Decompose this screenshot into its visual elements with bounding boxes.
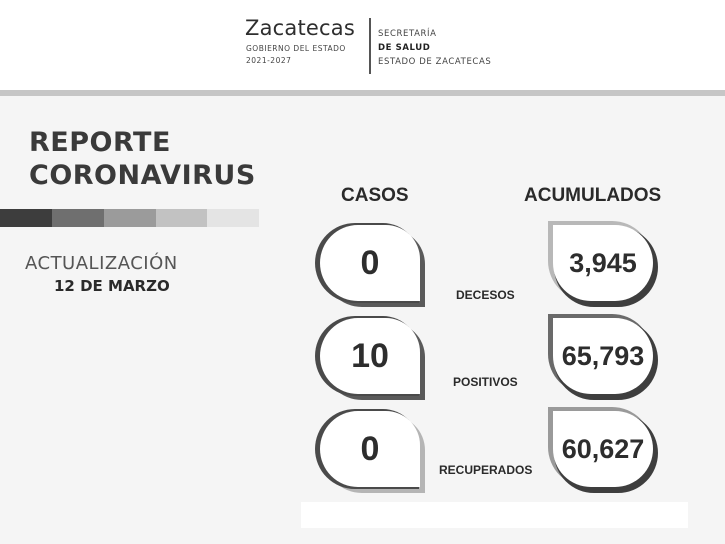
government-period: 2021-2027: [246, 56, 292, 65]
casos-recuperados-value: 0: [320, 411, 420, 487]
report-title-line1: REPORTE: [29, 127, 171, 158]
gradient-swatch-1: [0, 209, 52, 227]
header-divider: [369, 18, 371, 74]
recuperados-label: RECUPERADOS: [439, 463, 533, 477]
acumulados-decesos-card: [548, 221, 658, 307]
gradient-swatch-3: [104, 209, 156, 227]
footer-white-bar: [301, 502, 688, 528]
gradient-swatch-5: [207, 209, 259, 227]
casos-column-header: CASOS: [341, 185, 409, 206]
update-date: 12 DE MARZO: [54, 277, 170, 295]
estado-label: ESTADO DE ZACATECAS: [378, 57, 492, 67]
de-salud-label: DE SALUD: [378, 43, 431, 53]
positivos-label: POSITIVOS: [453, 375, 518, 389]
casos-decesos-value: 0: [320, 225, 420, 301]
secretaria-label: SECRETARÍA: [378, 29, 437, 39]
acumulados-decesos-value: 3,945: [553, 225, 653, 301]
casos-positivos-value: 10: [320, 318, 420, 394]
casos-recuperados-card: [315, 407, 425, 493]
header-separator-bar: [0, 90, 725, 96]
casos-decesos-card: [315, 221, 425, 307]
state-logo-name: Zacatecas: [245, 16, 355, 40]
report-title-line2: CORONAVIRUS: [29, 160, 256, 191]
decesos-label: DECESOS: [456, 288, 515, 302]
acumulados-recuperados-value: 60,627: [553, 411, 653, 487]
acumulados-recuperados-card: [548, 407, 658, 493]
acumulados-positivos-card: [548, 314, 658, 400]
casos-positivos-card: [315, 314, 425, 400]
gradient-swatch-2: [52, 209, 104, 227]
gradient-swatch-4: [156, 209, 208, 227]
acumulados-positivos-value: 65,793: [553, 318, 653, 394]
header-banner: [0, 0, 725, 90]
acumulados-column-header: ACUMULADOS: [524, 185, 662, 206]
state-government-label: GOBIERNO DEL ESTADO: [246, 44, 346, 53]
update-label: ACTUALIZACIÓN: [25, 253, 178, 274]
